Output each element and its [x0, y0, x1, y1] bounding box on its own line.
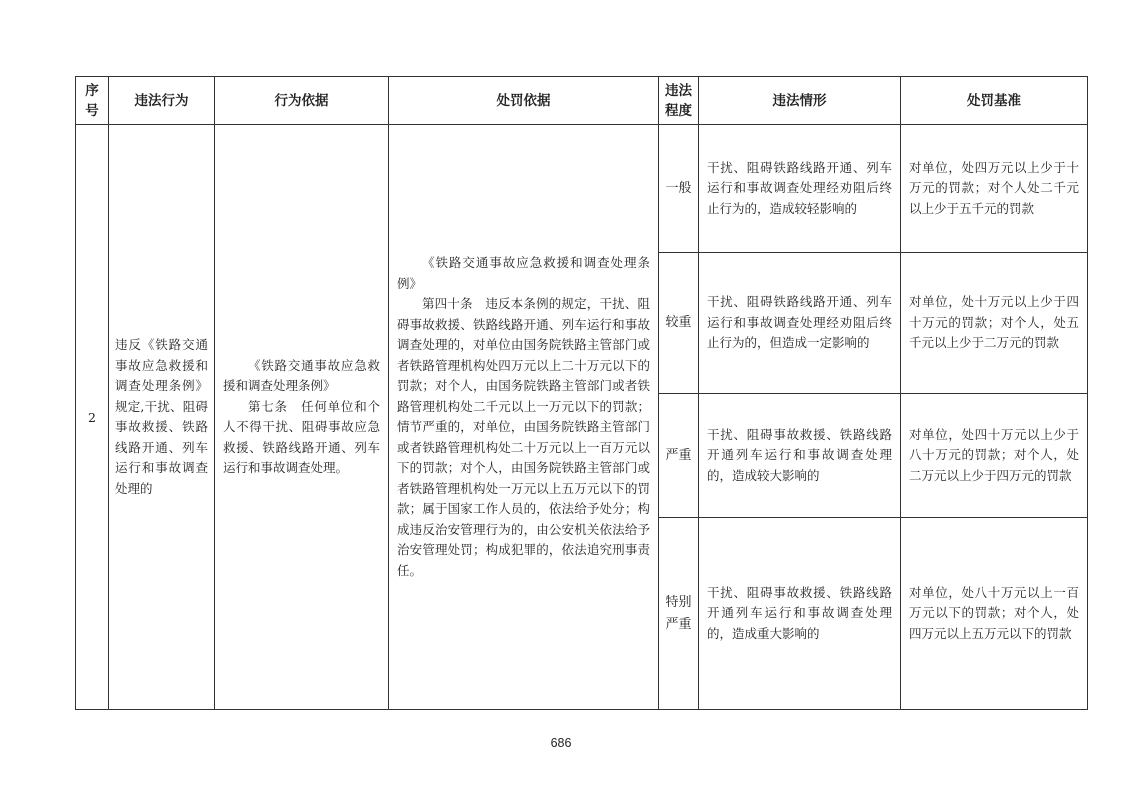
basis-title: 《铁路交通事故应急救援和调查处理条例》	[223, 357, 380, 393]
header-penalty-basis: 处罚依据	[389, 77, 659, 125]
header-standard: 处罚基准	[901, 77, 1088, 125]
cell-degree: 较重	[659, 253, 699, 394]
cell-basis	[215, 125, 389, 710]
penalty-standard-table	[75, 76, 1088, 710]
header-seq: 序 号	[76, 77, 109, 125]
penalty-title: 《铁路交通事故应急救援和调查处理条例》	[397, 255, 650, 291]
table-row	[76, 125, 1088, 253]
cell-degree: 一般	[659, 125, 699, 253]
header-basis: 行为依据	[215, 77, 389, 125]
header-behavior: 违法行为	[109, 77, 215, 125]
header-situation: 违法情形	[699, 77, 901, 125]
cell-situation: 干扰、阻碍铁路线路开通、列车运行和事故调查处理经劝阻后终止行为的，造成较轻影响的	[699, 125, 901, 253]
header-row	[76, 77, 1088, 125]
cell-degree: 严重	[659, 394, 699, 518]
cell-standard: 对单位，处四万元以上少于十万元的罚款；对个人处二千元以上少于五千元的罚款	[901, 125, 1088, 253]
cell-situation: 干扰、阻碍事故救援、铁路线路开通列车运行和事故调查处理的，造成重大影响的	[699, 518, 901, 710]
cell-penalty-basis	[389, 125, 659, 710]
header-degree: 违法 程度	[659, 77, 699, 125]
penalty-article: 第四十条 违反本条例的规定，干扰、阻碍事故救援、铁路线路开通、列车运行和事故调查处理的，对单位由国务院铁路主管部门或者铁路管理机构处四万元以上二十万元以下的罚款；对个人，由国务院铁路主管部门或者铁路管理机构处二千元以上一万元以下的罚款；情节严重的，对单位，由国务院铁路主管部门或者铁路管理机构处二十万元以上一百万元以下的罚款；对个人，由国务院铁路主管部门或者铁路管理机构处一万元以上五万元以下的罚款；属于国家工作人员的，依法给予处分；构成违反治安管理行为的，由公安机关依法给予治安管理处罚；构成犯罪的，依法追究刑事责任。	[397, 296, 650, 578]
cell-degree: 特别 严重	[659, 518, 699, 710]
basis-article: 第七条 任何单位和个人不得干扰、阻碍事故应急救援、铁路线路开通、列车运行和事故调查处理。	[223, 398, 380, 475]
cell-situation: 干扰、阻碍事故救援、铁路线路开通列车运行和事故调查处理的，造成较大影响的	[699, 394, 901, 518]
cell-seq: 2	[76, 125, 109, 710]
cell-standard: 对单位，处八十万元以上一百万元以下的罚款；对个人，处四万元以上五万元以下的罚款	[901, 518, 1088, 710]
cell-standard: 对单位，处四十万元以上少于八十万元的罚款；对个人，处二万元以上少于四万元的罚款	[901, 394, 1088, 518]
cell-behavior: 违反《铁路交通事故应急救援和调查处理条例》规定,干扰、阻碍事故救援、铁路线路开通、列车运行和事故调查处理的	[109, 125, 215, 710]
cell-standard: 对单位，处十万元以上少于四十万元的罚款；对个人，处五千元以上少于二万元的罚款	[901, 253, 1088, 394]
page-number: 686	[550, 736, 572, 750]
cell-situation: 干扰、阻碍铁路线路开通、列车运行和事故调查处理经劝阻后终止行为的，但造成一定影响的	[699, 253, 901, 394]
